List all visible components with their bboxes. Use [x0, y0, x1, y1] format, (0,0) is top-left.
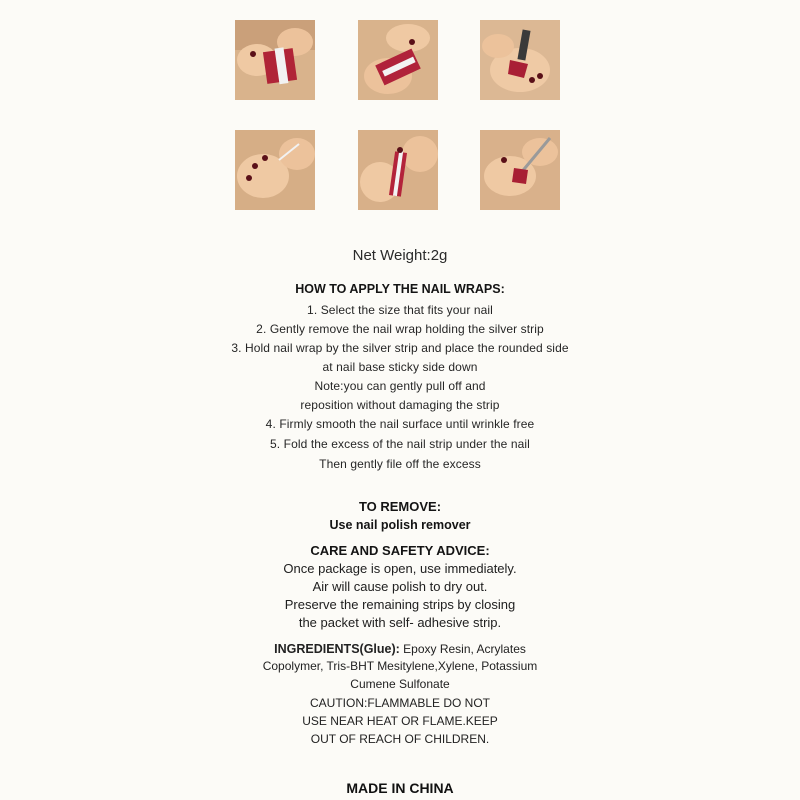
ingredients-line-3: Cumene Sulfonate — [350, 677, 450, 691]
remove-heading: TO REMOVE: — [358, 499, 442, 514]
remove-text: Use nail polish remover — [329, 518, 471, 532]
care-line: Preserve the remaining strips by closing — [284, 597, 516, 612]
apply-step: at nail base sticky side down — [322, 360, 478, 374]
care-heading: CARE AND SAFETY ADVICE: — [310, 543, 490, 558]
application-step-photo-5 — [358, 130, 438, 210]
apply-step: Then gently file off the excess — [319, 457, 481, 471]
apply-step: 5. Fold the excess of the nail strip under the nail — [270, 437, 530, 451]
ingredients-line-2: Copolymer, Tris-BHT Mesitylene,Xylene, Potassium — [262, 659, 538, 673]
made-in-label: MADE IN CHINA — [346, 780, 454, 796]
ingredients-line-1 — [0, 643, 800, 656]
care-line: Air will cause polish to dry out. — [312, 579, 488, 594]
apply-note: reposition without damaging the strip — [300, 398, 500, 412]
application-step-photo-4 — [235, 130, 315, 210]
caution-line: OUT OF REACH OF CHILDREN. — [310, 732, 490, 746]
application-step-photo-1 — [235, 20, 315, 100]
apply-heading: HOW TO APPLY THE NAIL WRAPS: — [295, 282, 505, 296]
apply-step: 3. Hold nail wrap by the silver strip and place the rounded side — [231, 341, 569, 355]
apply-step: 1. Select the size that fits your nail — [307, 303, 493, 317]
apply-note: Note:you can gently pull off and — [314, 379, 486, 393]
care-line: the packet with self- adhesive strip. — [298, 615, 502, 630]
application-step-photo-6 — [480, 130, 560, 210]
apply-step: 4. Firmly smooth the nail surface until wrinkle free — [265, 417, 535, 431]
ingredients-label: INGREDIENTS(Glue): — [274, 642, 400, 656]
apply-step: 2. Gently remove the nail wrap holding the silver strip — [256, 322, 544, 336]
caution-line: USE NEAR HEAT OR FLAME.KEEP — [302, 714, 498, 728]
application-step-photo-2 — [358, 20, 438, 100]
caution-line: CAUTION:FLAMMABLE DO NOT — [309, 696, 491, 710]
net-weight: Net Weight:2g — [352, 247, 448, 264]
ingredients-text: Epoxy Resin, Acrylates — [399, 642, 526, 656]
application-step-photo-3 — [480, 20, 560, 100]
care-line: Once package is open, use immediately. — [283, 561, 517, 576]
